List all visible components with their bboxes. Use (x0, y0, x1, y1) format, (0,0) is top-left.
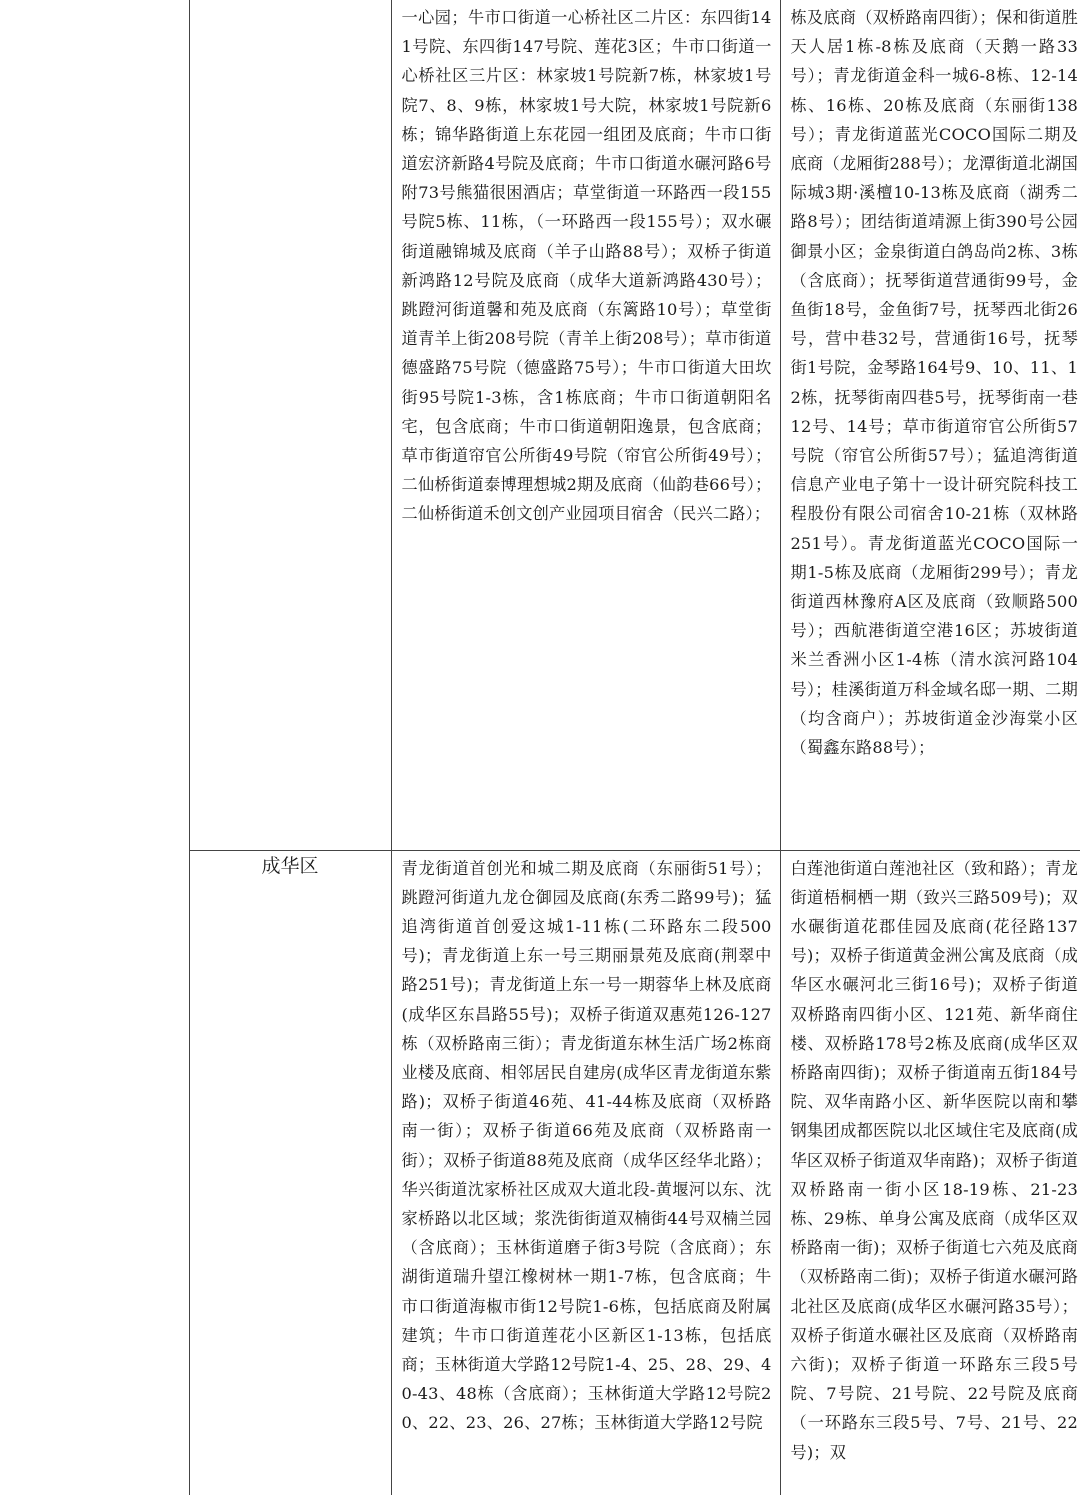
district-cell (189, 0, 391, 850)
district-label: 成华区 (261, 854, 319, 877)
address-list-cell (391, 0, 780, 850)
address-list-text: 一心园；牛市口街道一心桥社区二片区：东四街141号院、东四街147号院、莲花3区；牛市口街道一心桥社区三片区：林家坡1号院新7栋，林家坡1号院7、8、9栋，林家坡1号大院，林家坡1号院新6栋；锦华路街道上东花园一组团及底商；牛市口街道宏济新路4号院及底商；牛市口街道水碾河路6号附73号熊猫很困酒店；草堂街道一环路西一段155号院5栋、11栋，（一环路西一段155号）；双水碾街道融锦城及底商（羊子山路88号）；双桥子街道新鸿路12号院及底商（成华大道新鸿路430号）；跳蹬河街道馨和苑及底商（东篱路10号）；草堂街道青羊上街208号院（青羊上街208号）；草市街道德盛路75号院（德盛路75号）；牛市口街道大田坎街95号院1-3栋，含1栋底商；牛市口街道朝阳名宅，包含底商；牛市口街道朝阳逸景，包含底商；草市街道帘官公所街49号院（帘官公所街49号）；二仙桥街道泰博理想城2期及底商（仙韵巷66号）；二仙桥街道禾创文创产业园项目宿舍（民兴二路）； (401, 8, 772, 524)
address-list-text: 白莲池街道白莲池社区（致和路）；青龙街道梧桐栖一期（致兴三路509号)；双水碾街道花郡佳园及底商(花径路137号)；双桥子街道黄金洲公寓及底商（成华区水碾河北三街16号)；双桥子街道双桥路南四街小区、121苑、新华商住楼、双桥路178号2栋及底商(成华区双桥路南四街)；双桥子街道南五街184号院、双华南路小区、新华医院以南和攀钢集团成都医院以北区域住宅及底商(成华区双桥子街道双华南路)；双桥子街道双桥路南一街小区18-19栋、21-23栋、29栋、单身公寓及底商（成华区双桥路南一街)；双桥子街道七六苑及底商（双桥路南二街)；双桥子街道水碾河路北社区及底商(成华区水碾河路35号）；双桥子街道水碾社区及底商（双桥路南六街)；双桥子街道一环路东三段5号院、7号院、21号院、22号院及底商（一环路东三段5号、7号、21号、22号)；双 (790, 858, 1078, 1462)
address-list-cell (780, 850, 1080, 1495)
address-list-cell (391, 850, 780, 1495)
address-list-text: 青龙街道首创光和城二期及底商（东丽街51号）；跳蹬河街道九龙仓御园及底商(东秀二路99号)；猛追湾街道首创爱这城1-11栋(二环路东二段500号)；青龙街道上东一号三期丽景苑及底商(荆翠中路251号)；青龙街道上东一号一期蓉华上林及底商(成华区东昌路55号)；双桥子街道双惠苑126-127栋（双桥路南三街）；青龙街道东林生活广场2栋商业楼及底商、相邻居民自建房(成华区青龙街道东紫路)；双桥子街道46苑、41-44栋及底商（双桥路南一街）；双桥子街道66苑及底商（双桥路南一街）；双桥子街道88苑及底商（成华区经华北路）；华兴街道沈家桥社区成双大道北段-黄堰河以东、沈家桥路以北区域；浆洗街街道双楠街44号双楠兰园（含底商）；玉林街道磨子街3号院（含底商）；东湖街道瑞升望江橡树林一期1-7栋，包含底商；牛市口街道海椒市街12号院1-6栋，包括底商及附属建筑；牛市口街道莲花小区新区1-13栋，包括底商；玉林街道大学路12号院1-4、25、28、29、40-43、48栋（含底商）；玉林街道大学路12号院20、22、23、26、27栋；玉林街道大学路12号院 (401, 858, 772, 1433)
district-cell (189, 850, 391, 1495)
address-list-text: 栋及底商（双桥路南四街）；保和街道胜天人居1栋-8栋及底商（天鹅一路33号）；青龙街道金科一城6-8栋、12-14栋、16栋、20栋及底商（东丽街138号）；青龙街道蓝光COCO国际二期及底商（龙厢街288号）；龙潭街道北湖国际城3期·溪檀10-13栋及底商（湖秀二路8号）；团结街道靖源上街390号公园御景小区；金泉街道白鸽岛尚2栋、3栋（含底商）；抚琴街道营通街99号，金鱼街18号，金鱼街7号，抚琴西北街26号，营中巷32号，营通街16号，抚琴街1号院，金琴路164号9、10、11、12栋，抚琴街南四巷5号，抚琴街南一巷12号、14号；草市街道帘官公所街57号院（帘官公所街57号）；猛追湾街道信息产业电子第十一设计研究院科技工程股份有限公司宿舍10-21栋（双林路251号）。青龙街道蓝光COCO国际一期1-5栋及底商（龙厢街299号）；青龙街道西林豫府A区及底商（致顺路500号）；西航港街道空港16区；苏坡街道米兰香洲小区1-4栋（清水滨河路104号）；桂溪街道万科金域名邸一期、二期（均含商户）；苏坡街道金沙海棠小区（蜀鑫东路88号）； (790, 8, 1078, 758)
spacer-column-cell (0, 0, 189, 1495)
address-list-cell (780, 0, 1080, 850)
